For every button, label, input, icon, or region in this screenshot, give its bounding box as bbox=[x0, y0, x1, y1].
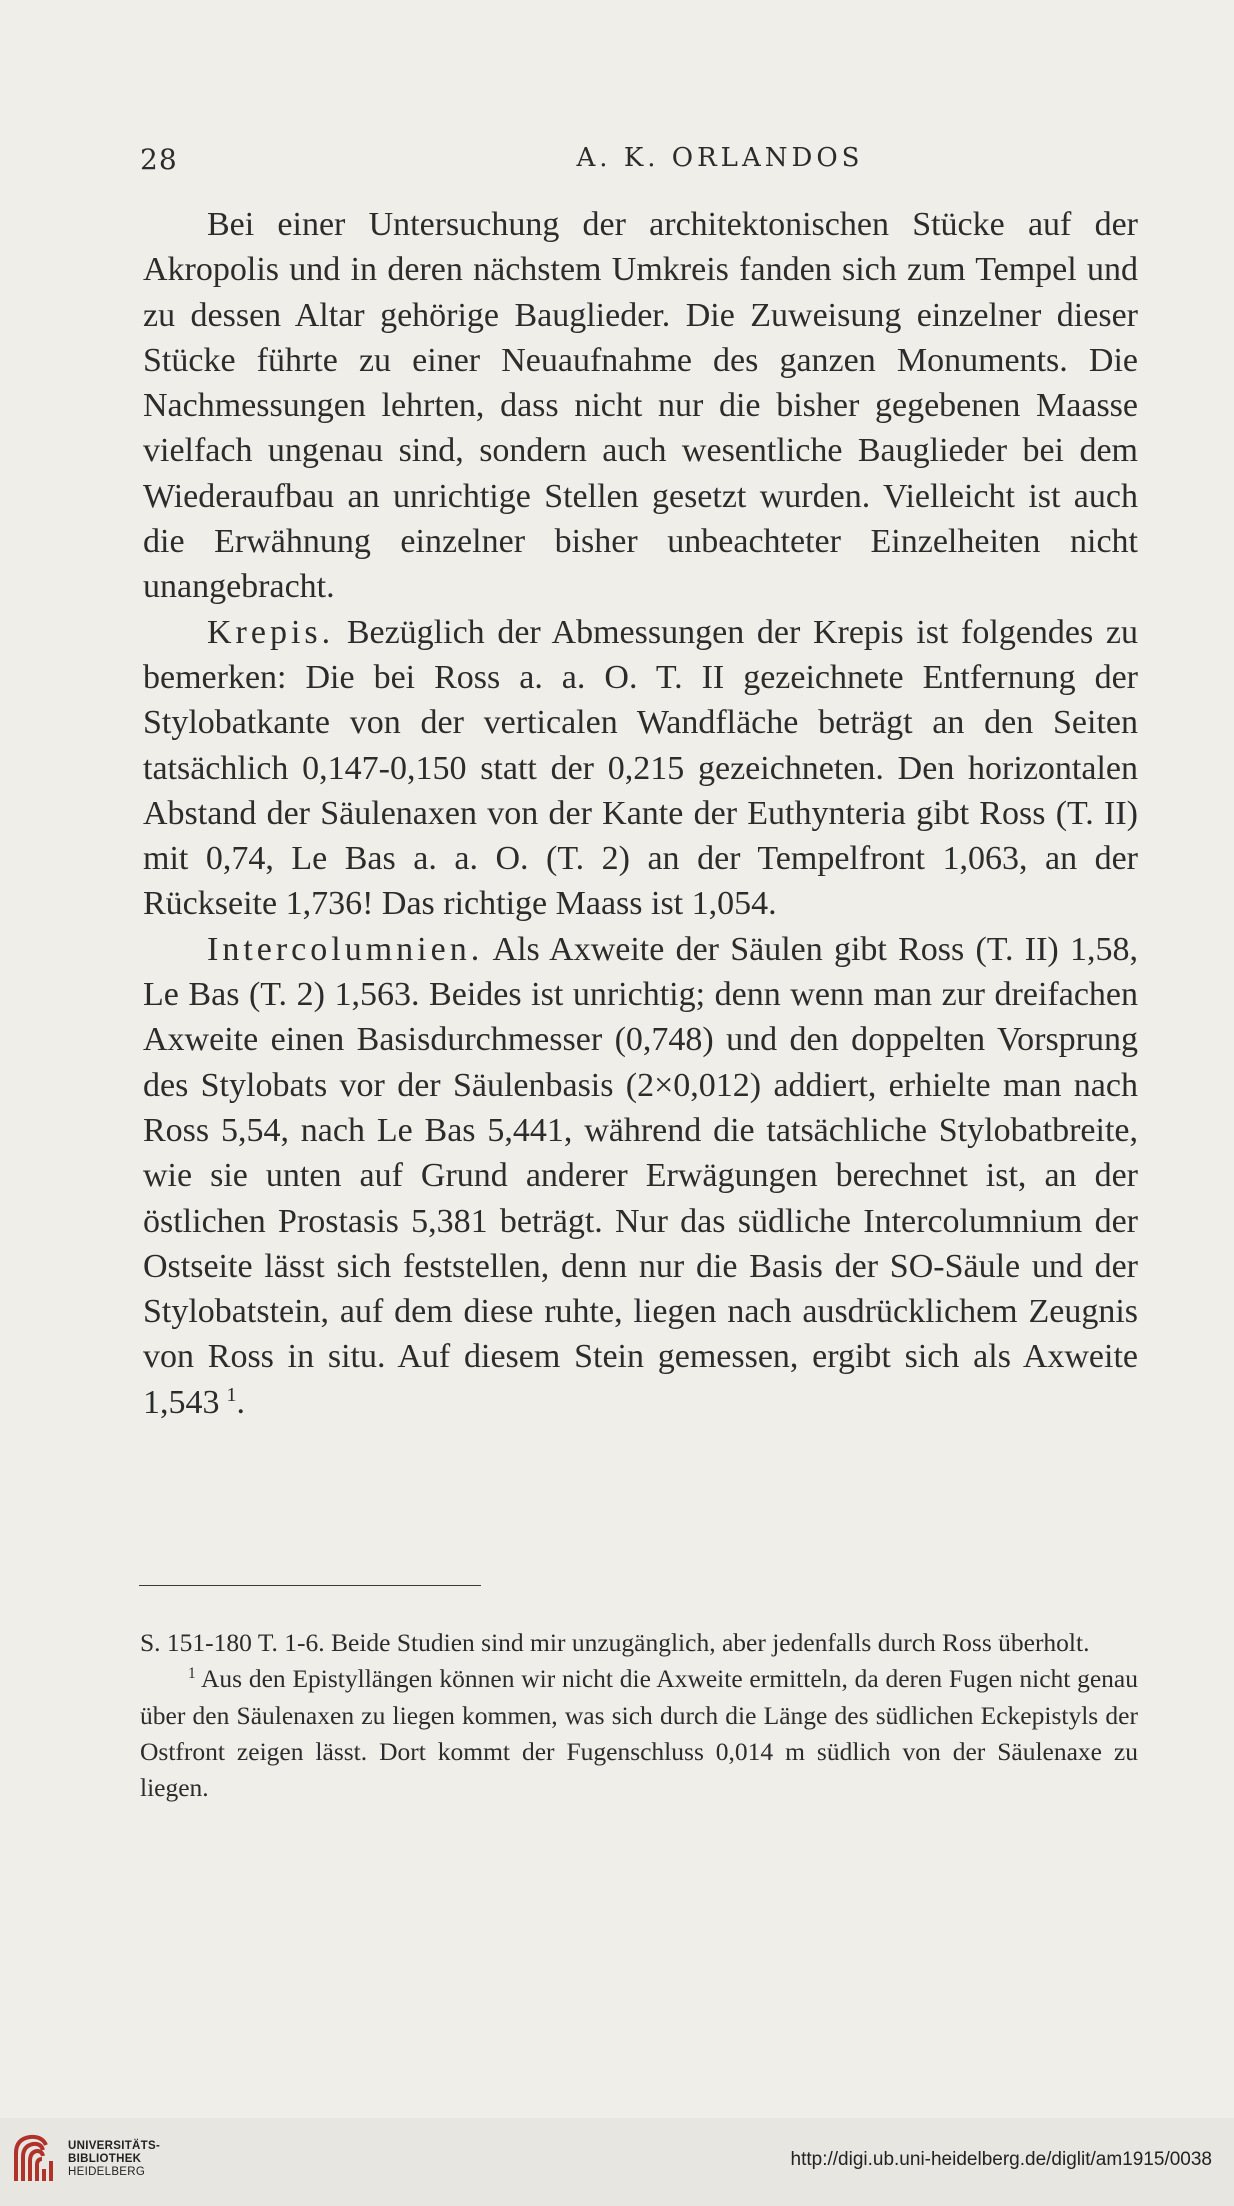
running-head bbox=[140, 143, 1140, 183]
paragraph-intercolumnien bbox=[143, 927, 1138, 1425]
footnote-1 bbox=[140, 1661, 1138, 1806]
footnote-carryover: S. 151-180 T. 1-6. Beide Studien sind mir unzugänglich, aber jedenfalls durch Ross überholt. bbox=[140, 1628, 1090, 1657]
logo-line-2: BIBLIOTHEK bbox=[68, 2153, 142, 2165]
section-lead-intercolumnien: Intercolumnien. bbox=[207, 930, 484, 968]
logo-line-3: HEIDELBERG bbox=[68, 2166, 146, 2178]
paragraph-end: . bbox=[236, 1383, 246, 1421]
body-text bbox=[143, 202, 1138, 1425]
library-logo-icon bbox=[12, 2131, 56, 2187]
running-title: A. K. ORLANDOS bbox=[576, 143, 864, 173]
footnote-1-text: Aus den Epistyllängen können wir nicht die Axweite ermitteln, da deren Fugen nicht genau über den Säulenaxen zu liegen kommen, was sich durch die Länge des südlichen Eckepistyls der Ostfront zeigen lässt. Dort kommt der Fugenschluss 0,014 m südlich von der Säulenaxe zu liegen. bbox=[140, 1664, 1138, 1803]
page-number: 28 bbox=[140, 143, 178, 176]
footnote-1-marker: 1 bbox=[188, 1665, 196, 1683]
section-lead-krepis: Krepis. bbox=[207, 613, 335, 651]
logo-line-1: UNIVERSITÄTS- bbox=[68, 2140, 161, 2152]
paragraph-krepis bbox=[143, 610, 1138, 927]
source-url[interactable]: http://digi.ub.uni-heidelberg.de/diglit/am1915/0038 bbox=[790, 2149, 1212, 2170]
footnote-reference: 1 bbox=[226, 1383, 237, 1406]
paragraph-krepis-text: Bezüglich der Abmessungen der Krepis ist folgendes zu bemerken: Die bei Ross a. a. O. T. II gezeichnete Entfernung der Stylobatkante von der verticalen Wandfläche beträgt an den Seiten tatsächlich 0,147-0,150 statt der 0,215 gezeichneten. Den horizontalen Abstand der Säulenaxen von der Kante der Euthynteria gibt Ross (T. II) mit 0,74, Le Bas a. a. O. (T. 2) an der Tempelfront 1,063, an der Rückseite 1,736! Das richtige Maass ist 1,054. bbox=[143, 613, 1138, 923]
paragraph-intro: Bei einer Untersuchung der architektonischen Stücke auf der Akropolis und in deren nächstem Umkreis fanden sich zum Tempel und zu dessen Altar gehörige Bauglieder. Die Zuweisung einzelner dieser Stücke führte zu einer Neuaufnahme des ganzen Monuments. Die Nachmessungen lehrten, dass nicht nur die bisher gegebenen Maasse vielfach ungenau sind, sondern auch wesentliche Bauglieder bei dem Wiederaufbau an unrichtige Stellen gesetzt wurden. Vielleicht ist auch die Erwähnung einzelner bisher unbeachteter Einzelheiten nicht unangebracht. bbox=[143, 206, 1138, 606]
library-logo-text bbox=[68, 2140, 160, 2179]
footnote-rule bbox=[139, 1585, 481, 1586]
paragraph-intercolumnien-text: Als Axweite der Säulen gibt Ross (T. II) 1,58, Le Bas (T. 2) 1,563. Beides ist unrichtig; denn wenn man zur dreifachen Axweite einen Basisdurchmesser (0,748) und den doppelten Vorsprung des Stylobats vor der Säulenbasis (2×0,012) addiert, erhielte man nach Ross 5,54, nach Le Bas 5,441, während die tatsächliche Stylobatbreite, wie sie unten auf Grund anderer Erwägungen berechnet ist, an der östlichen Prostasis 5,381 beträgt. Nur das südliche Intercolumnium der Ostseite lässt sich feststellen, denn nur die Basis der SO-Säule und der Stylobatstein, auf dem diese ruhte, liegen nach ausdrücklichem Zeugnis von Ross in situ. Auf diesem Stein gemessen, ergibt sich als Axweite 1,543 bbox=[143, 930, 1138, 1421]
footnotes bbox=[140, 1625, 1138, 1806]
